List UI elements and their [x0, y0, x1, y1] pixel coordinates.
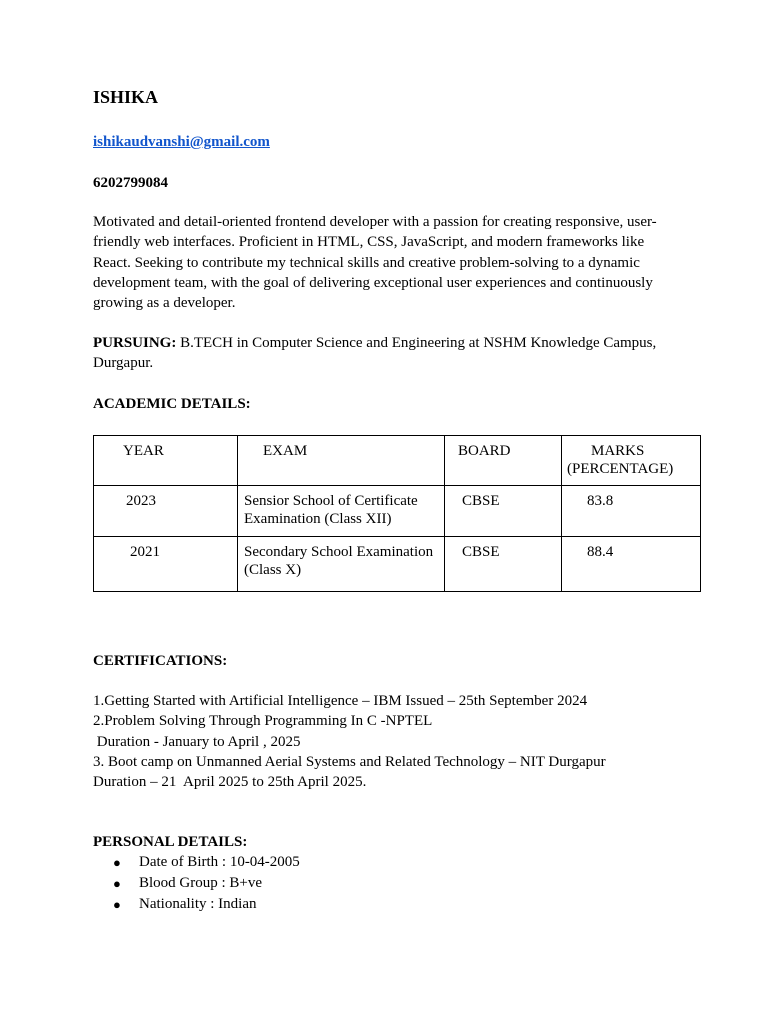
certification-line: 1.Getting Started with Artificial Intelligence – IBM Issued – 25th September 2024 — [93, 693, 588, 709]
header-marks-line2: (PERCENTAGE) — [567, 461, 674, 477]
list-item — [93, 852, 300, 873]
certification-line: 2.Problem Solving Through Programming In C -NPTEL — [93, 713, 433, 730]
header-marks — [562, 436, 701, 486]
personal-item-blood-group: Blood Group : B+ve — [139, 875, 263, 891]
personal-item-nationality: Nationality : Indian — [139, 896, 257, 912]
certification-line: Duration – 21 April 2025 to 25th April 2025. — [93, 774, 367, 791]
row-marks: 83.8 — [562, 486, 701, 537]
list-item — [93, 894, 300, 915]
row-exam: Sensior School of Certificate Examination (Class XII) — [238, 486, 445, 537]
header-marks-line1: MARKS — [591, 443, 645, 459]
candidate-name: ISHIKA — [93, 87, 159, 107]
email-link[interactable]: ishikaudvanshi@gmail.com — [93, 134, 270, 150]
certifications-heading: CERTIFICATIONS: — [93, 653, 228, 669]
bullet-icon: ● — [113, 897, 121, 912]
pursuing-label: PURSUING: — [93, 335, 177, 351]
certification-line: Duration - January to April , 2025 — [93, 733, 301, 750]
phone-number: 6202799084 — [93, 175, 168, 191]
row-board: CBSE — [445, 486, 562, 537]
table-header-row — [94, 436, 701, 486]
list-item — [93, 873, 300, 894]
certifications-list — [93, 691, 693, 792]
personal-details-list — [93, 852, 300, 915]
row-board: CBSE — [445, 537, 562, 592]
academic-heading: ACADEMIC DETAILS: — [93, 396, 251, 412]
bullet-icon: ● — [113, 855, 121, 870]
certification-line: 3. Boot camp on Unmanned Aerial Systems and Related Technology – NIT Durgapur — [93, 753, 606, 770]
academic-table — [93, 435, 701, 592]
row-marks: 88.4 — [562, 537, 701, 592]
header-exam: EXAM — [238, 436, 445, 486]
pursuing-paragraph — [93, 333, 693, 374]
row-year: 2023 — [94, 486, 238, 537]
personal-heading: PERSONAL DETAILS: — [93, 834, 248, 850]
table-row — [94, 486, 701, 537]
personal-item-dob: Date of Birth : 10-04-2005 — [139, 854, 300, 870]
pursuing-text: B.TECH in Computer Science and Engineering at NSHM Knowledge Campus, Durgapur. — [93, 335, 657, 372]
header-year: YEAR — [94, 436, 238, 486]
table-row — [94, 537, 701, 592]
summary-paragraph: Motivated and detail-oriented frontend developer with a passion for creating responsive, user-friendly web interfaces. Proficient in HTML, CSS, JavaScript, and modern frameworks like React. Seeking to contribute my technical skills and creative problem-solving to a dynamic development team, with the goal of delivering exceptional user experiences and continuously growing as a developer. — [93, 214, 657, 312]
row-year: 2021 — [94, 537, 238, 592]
bullet-icon: ● — [113, 876, 121, 891]
row-exam: Secondary School Examination (Class X) — [238, 537, 445, 592]
header-board: BOARD — [445, 436, 562, 486]
